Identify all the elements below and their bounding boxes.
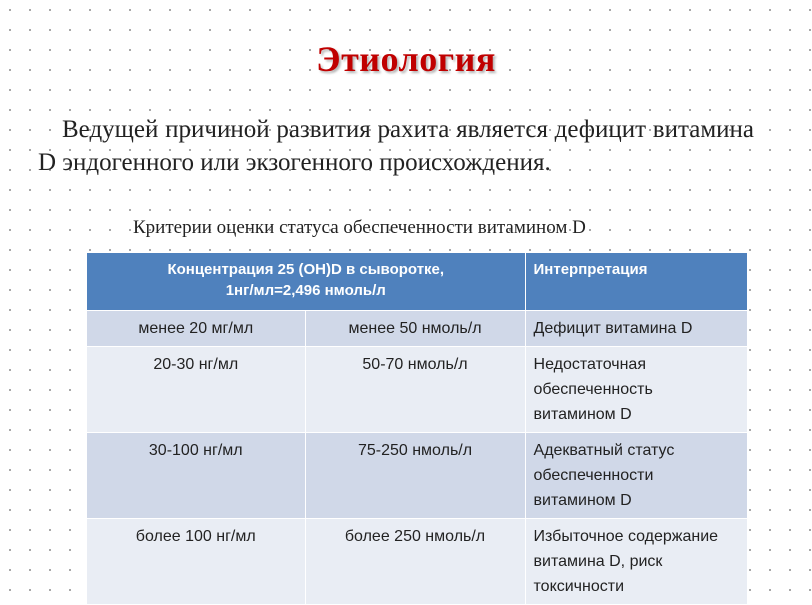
cell-nmol: менее 50 нмоль/л bbox=[305, 311, 525, 347]
header-concentration-line2: 1нг/мл=2,496 нмоль/л bbox=[225, 282, 386, 299]
cell-nmol: 75-250 нмоль/л bbox=[305, 433, 525, 519]
cell-ng: более 100 нг/мл bbox=[87, 519, 305, 605]
cell-ng: 30-100 нг/мл bbox=[87, 433, 305, 519]
slide-title: Этиология bbox=[316, 39, 496, 79]
cell-interpretation: Дефицит витамина D bbox=[525, 311, 747, 347]
table-row bbox=[87, 347, 747, 433]
cell-nmol: более 250 нмоль/л bbox=[305, 519, 525, 605]
cell-ng: менее 20 мг/мл bbox=[87, 311, 305, 347]
vitamin-d-criteria-table bbox=[87, 253, 747, 604]
table-caption: Критерии оценки статуса обеспеченности витамином D bbox=[133, 217, 586, 238]
cell-interpretation: Недостаточная обеспеченность витамином D bbox=[525, 347, 747, 433]
header-interpretation: Интерпретация bbox=[525, 253, 747, 311]
cell-interpretation: Избыточное содержание витамина D, риск токсичности bbox=[525, 519, 747, 605]
table-row bbox=[87, 433, 747, 519]
table-row bbox=[87, 311, 747, 347]
cell-ng: 20-30 нг/мл bbox=[87, 347, 305, 433]
header-concentration-line1: Концентрация 25 (OH)D в сыворотке, bbox=[167, 261, 445, 278]
lead-paragraph: Ведущей причиной развития рахита является дефицит витамина D эндогенного или экзогенного происхождения. bbox=[38, 116, 754, 176]
cell-nmol: 50-70 нмоль/л bbox=[305, 347, 525, 433]
cell-interpretation: Адекватный статус обеспеченности витамином D bbox=[525, 433, 747, 519]
header-concentration bbox=[87, 253, 525, 311]
table-row bbox=[87, 519, 747, 605]
table-header-row bbox=[87, 253, 747, 311]
